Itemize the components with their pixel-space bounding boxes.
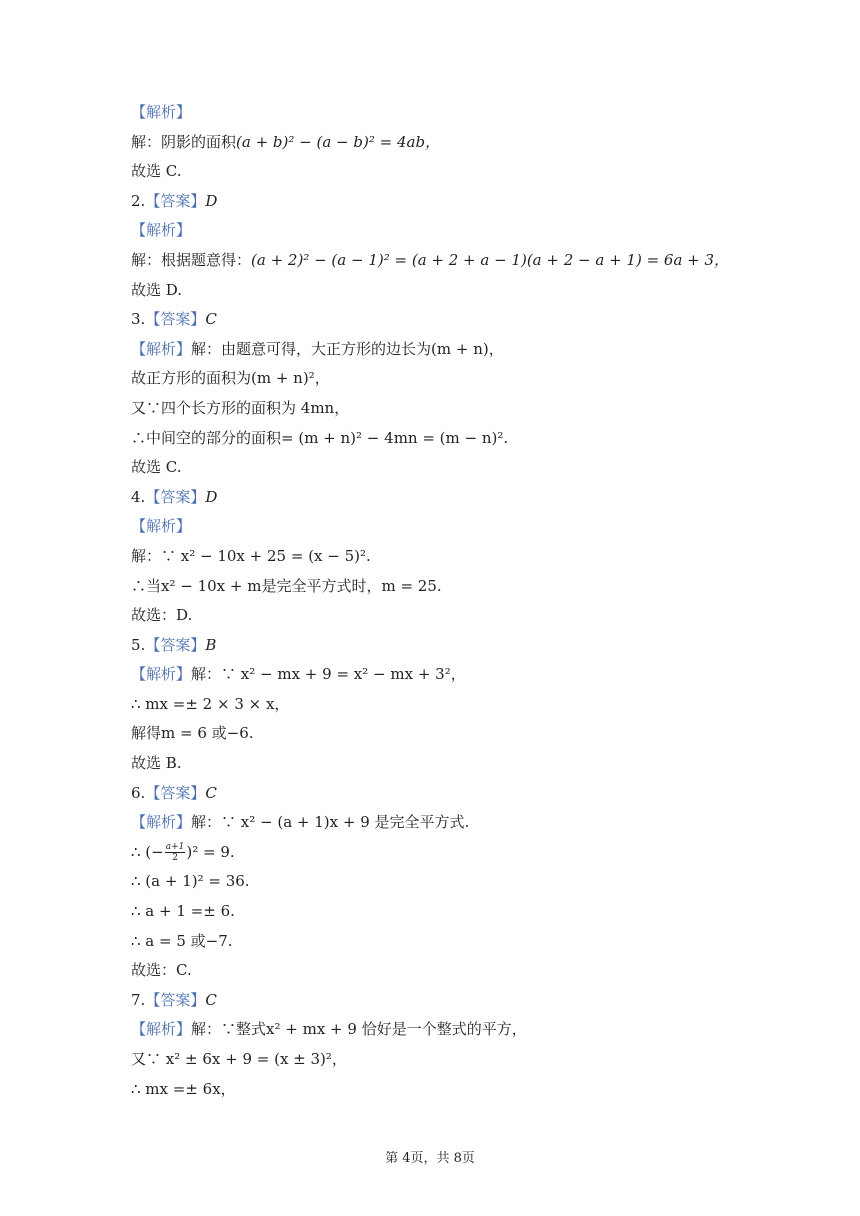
answer-tag: 【答案】 (145, 191, 206, 210)
question-number: 3. (131, 310, 146, 329)
line (131, 216, 771, 246)
answer-value: D (205, 487, 218, 506)
analysis-tag: 【解析】 (131, 339, 192, 358)
line: ∴当x² − 10x + m是完全平方式时，m = 25. (131, 576, 442, 595)
line (131, 512, 771, 542)
answer-line (131, 305, 771, 335)
answer-line (131, 631, 771, 661)
line: ∴ a = 5 或−7. (131, 931, 233, 950)
line: ∴ mx =± 2 × 3 × x， (131, 694, 290, 713)
question-number: 6. (131, 783, 146, 802)
analysis-tag: 【解析】 (131, 517, 192, 536)
line: ∴ a + 1 =± 6. (131, 902, 235, 921)
question-number: 4. (131, 487, 146, 506)
line (131, 246, 771, 276)
answer-value: C (205, 310, 217, 329)
text: 解：阴影的面积 (131, 132, 237, 151)
answer-line (131, 986, 771, 1016)
line: 又∵ x² ± 6x + 9 = (x ± 3)²， (131, 1050, 347, 1068)
page-footer: 第 4页，共 8页 (385, 1151, 475, 1166)
line: 故选 C. (131, 458, 182, 477)
line: 故选 C. (131, 162, 182, 181)
line: ∴ (a + 1)² = 36. (131, 872, 250, 891)
answer-tag: 【答案】 (145, 635, 206, 654)
fraction (165, 842, 186, 863)
question-number: 5. (131, 635, 146, 654)
analysis-tag: 【解析】 (131, 665, 192, 684)
question-number: 7. (131, 990, 146, 1009)
line: 解：∵ x² − 10x + 25 = (x − 5)². (131, 546, 371, 565)
line (131, 1015, 771, 1045)
line: ∴ mx =± 6x， (131, 1079, 236, 1098)
fraction-numerator: a+1 (165, 842, 185, 853)
line: 解得m = 6 或−6. (131, 724, 254, 743)
analysis-tag: 【解析】 (131, 1020, 192, 1039)
line: 故选 D. (131, 280, 183, 299)
line (131, 335, 771, 365)
math: (a + b)² − (a − b)² = 4ab， (236, 132, 441, 151)
answer-line (131, 187, 771, 217)
answer-tag: 【答案】 (145, 783, 206, 802)
answer-tag: 【答案】 (145, 990, 206, 1009)
text: 解：∵ x² − mx + 9 = x² − mx + 3²， (191, 665, 466, 684)
line (131, 808, 771, 838)
answer-value: D (205, 191, 218, 210)
answer-value: C (205, 783, 217, 802)
text: 解：∵整式x² + mx + 9 恰好是一个整式的平方， (191, 1020, 527, 1039)
line (131, 98, 771, 128)
answer-tag: 【答案】 (145, 487, 206, 506)
line (131, 838, 771, 868)
text: 解：∵ x² − (a + 1)x + 9 是完全平方式. (191, 813, 470, 832)
line: 故选 B. (131, 754, 182, 773)
fraction-denominator: 2 (172, 853, 178, 864)
text: )² = 9. (186, 842, 235, 861)
line: 又∵四个长方形的面积为 4mn， (131, 398, 350, 417)
analysis-tag: 【解析】 (131, 813, 192, 832)
answer-value: C (205, 990, 217, 1009)
line (131, 660, 771, 690)
text: 解：由题意可得，大正方形的边长为(m + n)， (191, 339, 504, 358)
document-body (131, 98, 771, 1104)
analysis-tag: 【解析】 (131, 103, 192, 121)
answer-line (131, 483, 771, 513)
answer-tag: 【答案】 (145, 310, 206, 329)
text: ∴ (− (131, 842, 164, 861)
math: (a + 2)² − (a − 1)² = (a + 2 + a − 1)(a + 2 − a + 1) = 6a + 3， (251, 250, 730, 269)
text: 解：根据题意得： (131, 250, 252, 269)
question-number: 2. (131, 191, 146, 210)
analysis-tag: 【解析】 (131, 221, 192, 240)
line: 故正方形的面积为(m + n)²， (131, 369, 330, 388)
line: 故选：D. (131, 606, 193, 625)
answer-value: B (205, 635, 217, 654)
line: 故选：C. (131, 961, 192, 980)
answer-line (131, 779, 771, 809)
line (131, 128, 771, 158)
line: ∴中间空的部分的面积= (m + n)² − 4mn = (m − n)². (131, 428, 509, 447)
